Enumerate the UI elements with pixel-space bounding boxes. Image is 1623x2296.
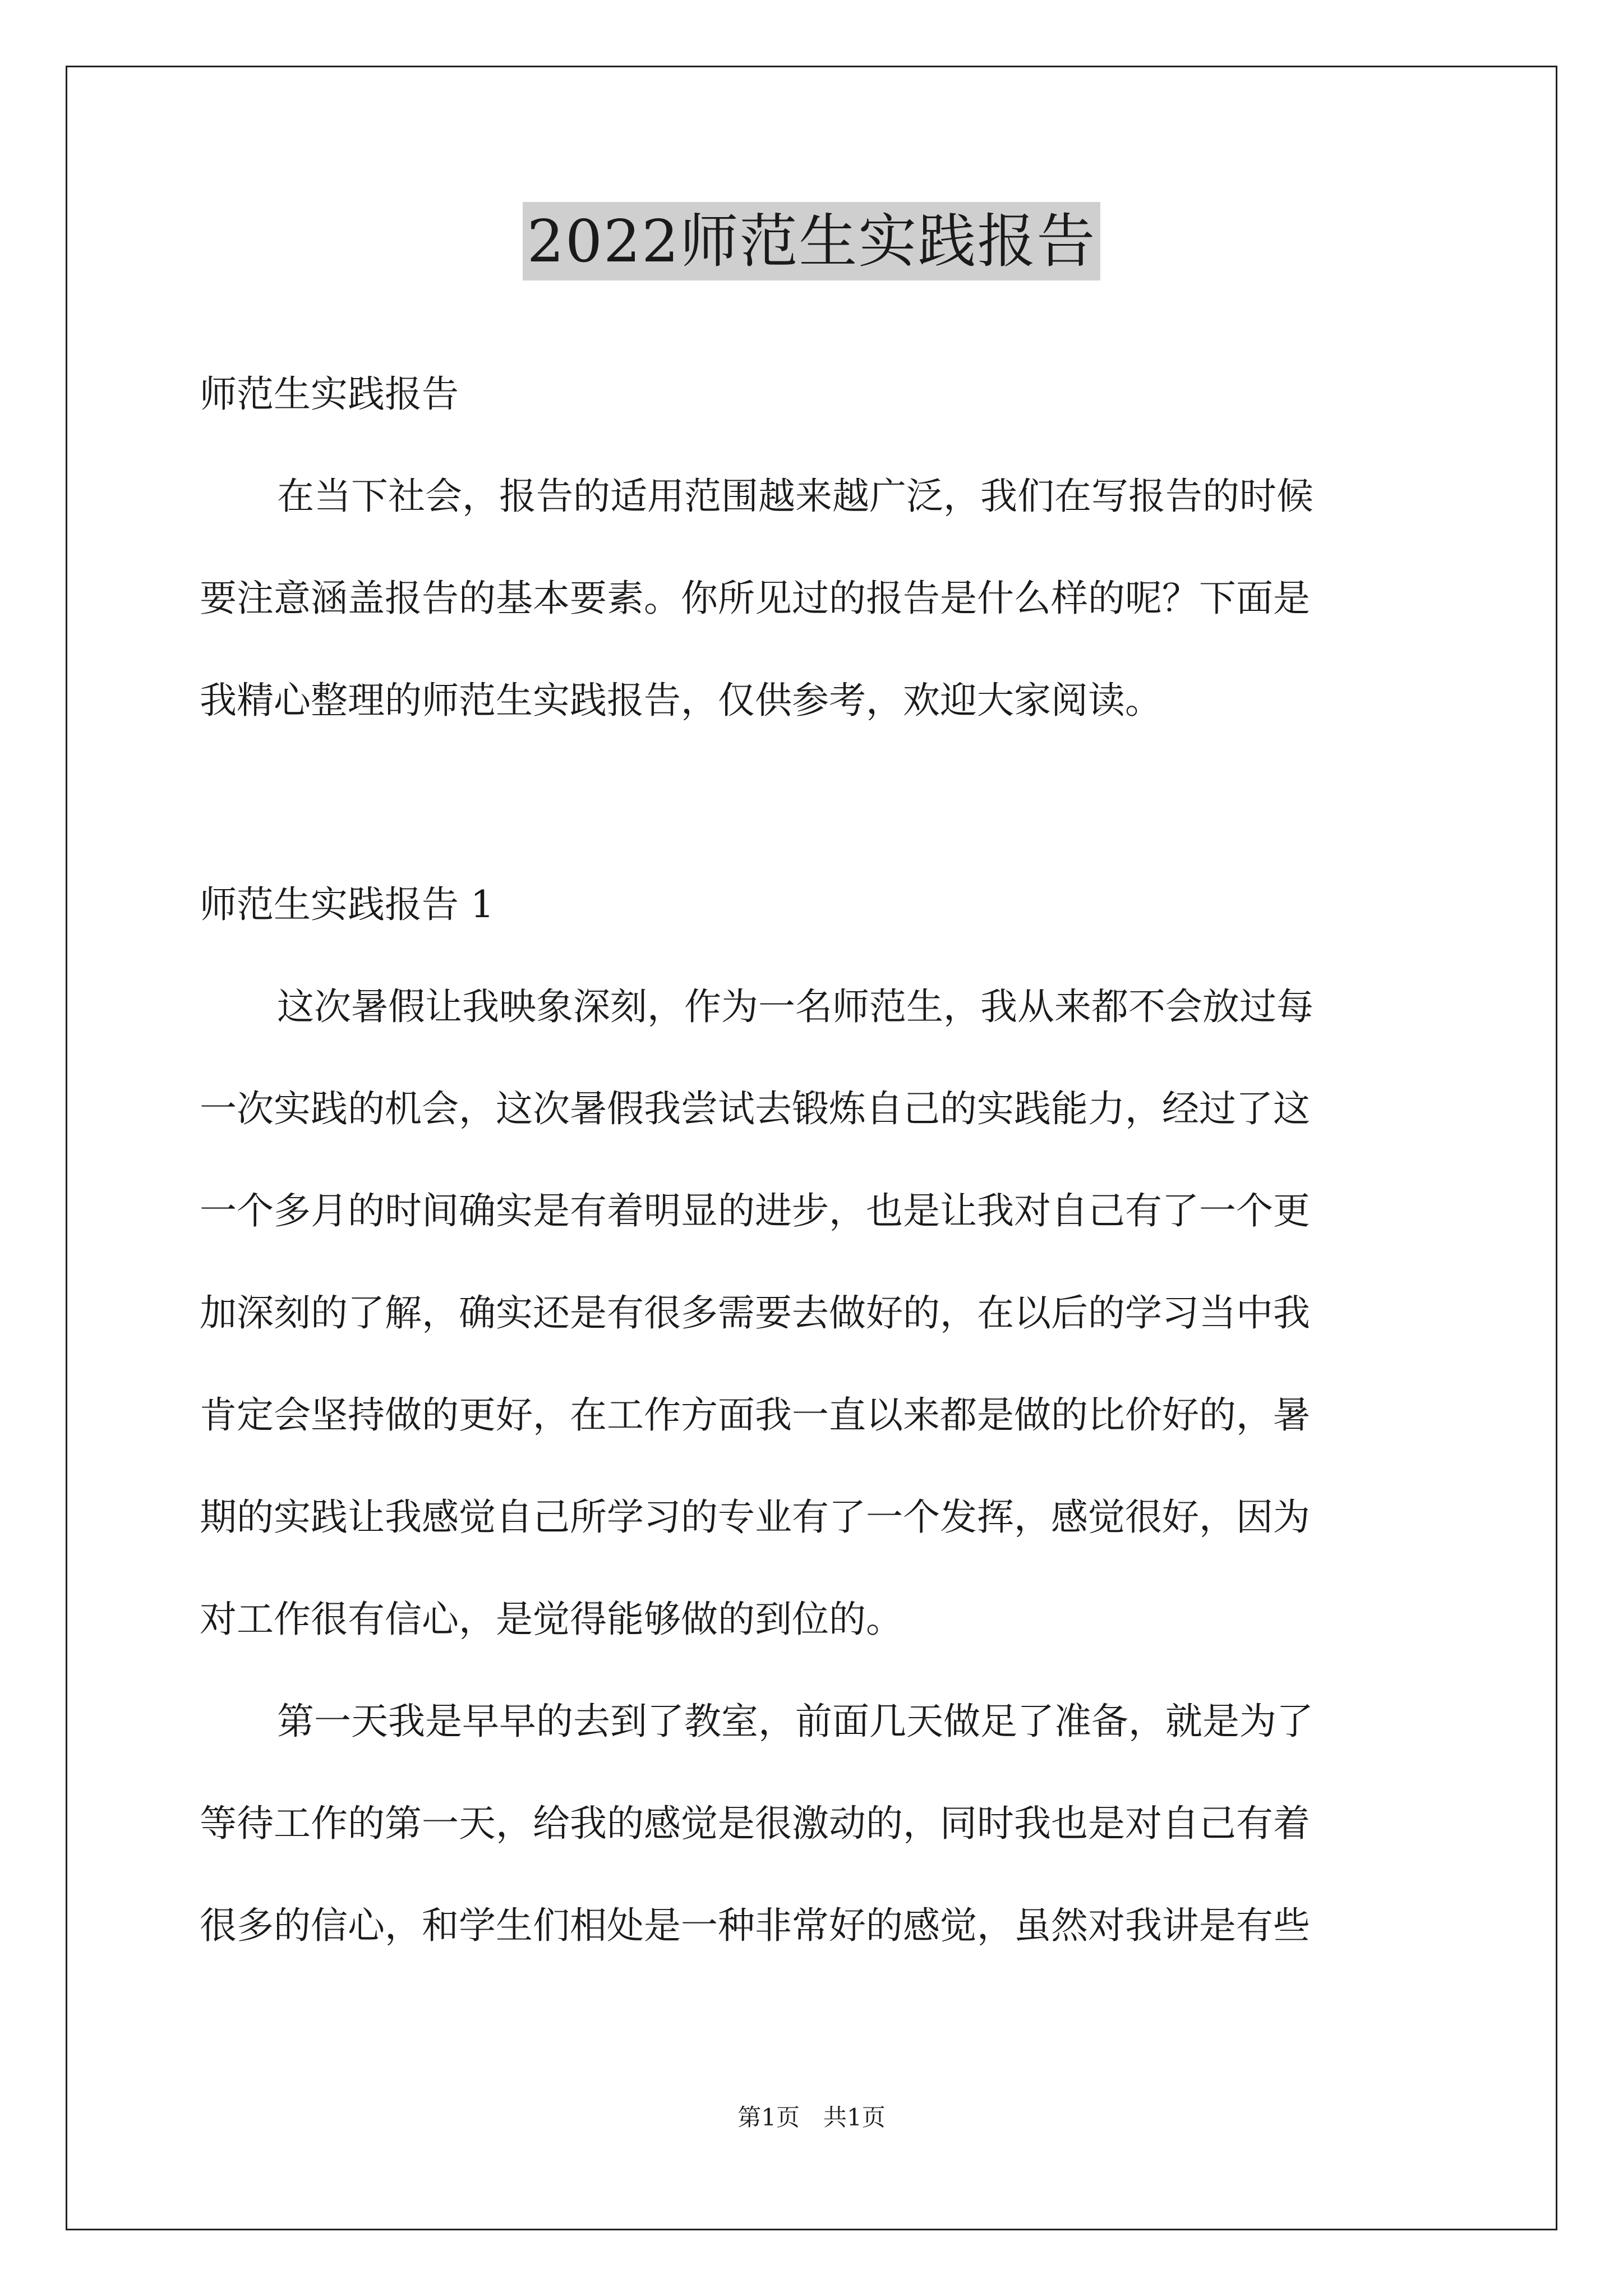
- subtitle: 师范生实践报告: [200, 372, 459, 416]
- paragraph-line: 很多的信心，和学生们相处是一种非常好的感觉，虽然对我讲是有些: [200, 1904, 1310, 1947]
- paragraph-line: 加深刻的了解，确实还是有很多需要去做好的，在以后的学习当中我: [200, 1291, 1310, 1335]
- blank-line: [200, 752, 1433, 854]
- paragraph-line: 肯定会坚持做的更好，在工作方面我一直以来都是做的比价好的，暑: [200, 1393, 1310, 1437]
- intro-line: 在当下社会，报告的适用范围越来越广泛，我们在写报告的时候: [277, 475, 1313, 518]
- intro-line: 要注意涵盖报告的基本要素。你所见过的报告是什么样的呢？下面是: [200, 577, 1310, 620]
- title-container: [0, 202, 1623, 280]
- paragraph-line: 这次暑假让我映象深刻，作为一名师范生，我从来都不会放过每: [277, 985, 1313, 1028]
- paragraph-line: 第一天我是早早的去到了教室，前面几天做足了准备，就是为了: [277, 1700, 1313, 1743]
- paragraph-line: 对工作很有信心，是觉得能够做的到位的。: [200, 1598, 903, 1641]
- document-title: 2022师范生实践报告: [523, 202, 1101, 280]
- paragraph-line: 期的实践让我感觉自己所学习的专业有了一个发挥，感觉很好，因为: [200, 1496, 1310, 1539]
- intro-line: 我精心整理的师范生实践报告，仅供参考，欢迎大家阅读。: [200, 679, 1162, 722]
- paragraph-line: 等待工作的第一天，给我的感觉是很激动的，同时我也是对自己有着: [200, 1802, 1310, 1845]
- section-heading: 师范生实践报告 1: [200, 883, 494, 926]
- document-body: [200, 343, 1433, 1977]
- paragraph-line: 一次实践的机会，这次暑假我尝试去锻炼自己的实践能力，经过了这: [200, 1087, 1310, 1130]
- page-footer: 第1页 共1页: [737, 2104, 886, 2131]
- paragraph-line: 一个多月的时间确实是有着明显的进步，也是让我对自己有了一个更: [200, 1189, 1310, 1232]
